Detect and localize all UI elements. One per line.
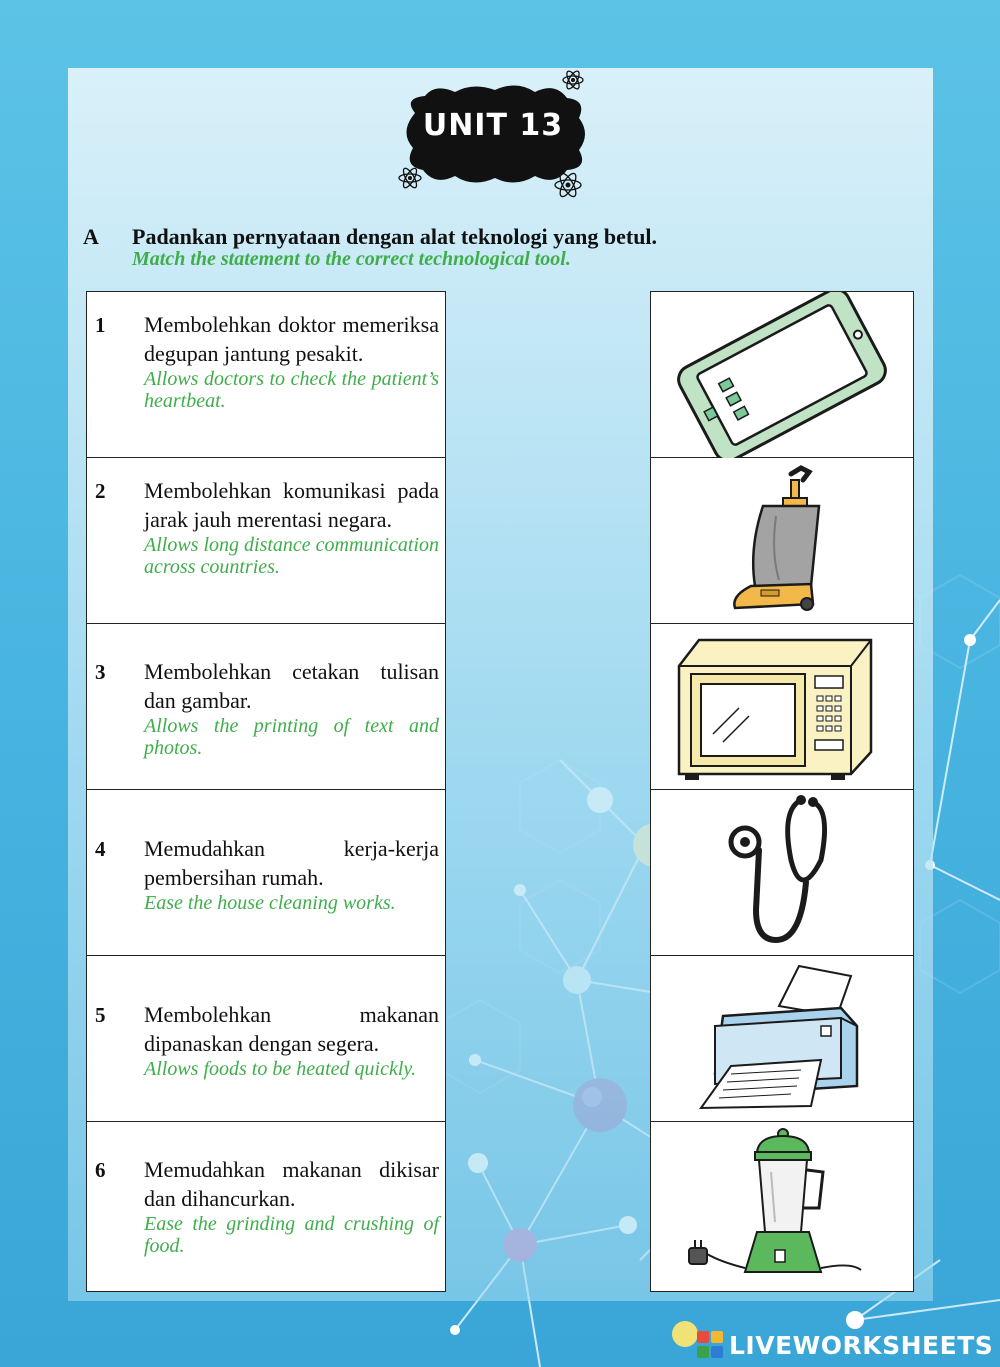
tool-cell-stethoscope[interactable] <box>651 790 913 956</box>
section-instruction: Padankan pernyataan dengan alat teknologi yang betul. <box>132 224 658 249</box>
statement-english: Allows doctors to check the patient’s heartbeat. <box>144 368 439 412</box>
tools-table <box>650 291 914 1292</box>
statement-malay: Membolehkan cetakan tulisan dan gambar. <box>144 659 439 713</box>
statement-row[interactable] <box>87 292 445 458</box>
liveworksheets-logo-icon <box>695 1329 725 1361</box>
section-label: A <box>83 224 99 249</box>
statement-malay: Membolehkan komunikasi pada jarak jauh merentasi negara. <box>144 478 439 532</box>
statement-number: 6 <box>95 1158 106 1182</box>
statement-malay: Memudahkan makanan dikisar dan dihancurkan. <box>144 1157 439 1211</box>
statements-table <box>86 291 446 1292</box>
statement-row[interactable] <box>87 1122 445 1288</box>
liveworksheets-logo[interactable] <box>695 1327 993 1363</box>
printer-icon <box>651 956 913 1122</box>
tool-cell-smartphone[interactable] <box>651 292 913 458</box>
tool-cell-vacuum-cleaner[interactable] <box>651 458 913 624</box>
tool-cell-printer[interactable] <box>651 956 913 1122</box>
statement-malay: Memudahkan kerja-kerja pembersihan rumah. <box>144 836 439 890</box>
statement-row[interactable] <box>87 956 445 1122</box>
vacuum-cleaner-icon <box>651 458 913 624</box>
statement-english: Allows long distance communication across countries. <box>144 534 439 578</box>
statement-number: 2 <box>95 479 106 503</box>
tool-cell-microwave[interactable] <box>651 624 913 790</box>
statement-english: Allows the printing of text and photos. <box>144 715 439 759</box>
statement-english: Ease the house cleaning works. <box>144 892 396 914</box>
statement-malay: Membolehkan doktor memeriksa degupan jantung pesakit. <box>144 312 439 366</box>
section-instruction-english: Match the statement to the correct technological tool. <box>132 248 571 270</box>
statement-malay: Membolehkan makanan dipanaskan dengan segera. <box>144 1002 439 1056</box>
statement-english: Allows foods to be heated quickly. <box>144 1058 417 1080</box>
statement-number: 1 <box>95 313 106 337</box>
brand-name: LIVEWORKSHEETS <box>729 1330 994 1360</box>
statement-number: 5 <box>95 1003 106 1027</box>
statement-row[interactable] <box>87 790 445 956</box>
tool-cell-blender[interactable] <box>651 1122 913 1288</box>
unit-title: UNIT 13 <box>422 108 564 143</box>
statement-number: 4 <box>95 837 106 861</box>
blender-icon <box>651 1122 913 1288</box>
statement-number: 3 <box>95 660 106 684</box>
smartphone-icon <box>651 292 913 458</box>
stethoscope-icon <box>651 790 913 956</box>
statement-english: Ease the grinding and crushing of food. <box>144 1213 439 1257</box>
microwave-oven-icon <box>651 624 913 790</box>
statement-row[interactable] <box>87 624 445 790</box>
statement-row[interactable] <box>87 458 445 624</box>
